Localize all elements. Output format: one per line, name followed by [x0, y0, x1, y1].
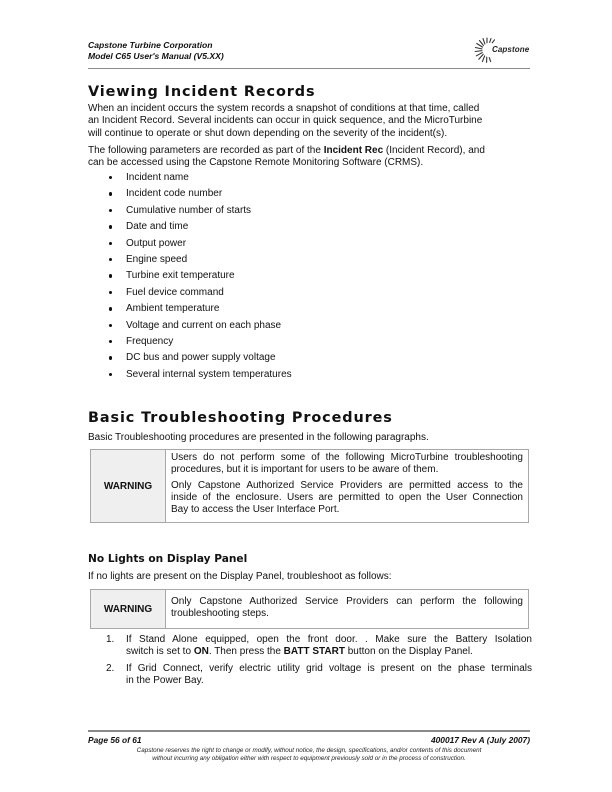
header-company: Capstone Turbine Corporation	[88, 40, 213, 50]
bullet-icon	[109, 307, 112, 310]
parameters-intro-paragraph	[88, 145, 532, 170]
footer-disclaimer	[88, 747, 530, 764]
text-run: switch is set to	[126, 646, 194, 658]
bullet-icon	[109, 291, 112, 294]
section-heading-basic-troubleshooting: Basic Troubleshooting Procedures	[88, 410, 393, 426]
text-run: button on the Display Panel.	[344, 646, 473, 658]
text-line: When an incident occurs the system records a snapshot of conditions at that time, called	[88, 103, 480, 114]
warning-paragraph	[171, 452, 523, 477]
incident-intro-paragraph	[88, 103, 532, 140]
text-line	[126, 646, 532, 658]
text-line: If Grid Connect, verify electric utility grid voltage is present on the phase terminals	[126, 662, 532, 674]
document-revision: 400017 Rev A (July 2007)	[430, 735, 530, 745]
document-page: Capstone Turbine Corporation Model C65 User's Manual (V5.XX) Capstone Viewing Incident Records When an incident occurs the system records a snapshot of conditions at that time, called an Incident Record. Several incidents can occur in quick sequence, and the MicroTurbine will continue to operate or shut down depending on the severity of the incident(s). The following parameters are recorded as part of the Incident Rec (Incident Record), and can be accessed using the Capstone Remote Monitoring Software (CRMS). Incident name Incident code number Cumulative number of starts Date and time Output power Engine speed Turbine exit temperature Fuel device command Ambient temperature Voltage and current on each phase Frequency DC bus and power supply voltage Several internal system temperatures Basic Troubleshooting Procedures Basic Troubleshooting procedures are presented in the following paragraphs. WARNING Users do not perform some of the following MicroTurbine troubleshooting procedures, but it is important for users to be aware of them. Only Capstone Authorized Service Providers are permitted access to the inside of the enclosure. Users are permitted to open the User Connection Bay to access the User Interface Port. No Lights on Display Panel If no lights are present on the Display Panel, troubleshoot as follows: WARNING Only Capstone Authorized Service Providers can perform the following troubleshooting steps. 1. If Stand Alone equipped, open the front door. . Make sure the Battery Isolation switch is set to ON. Then press the BATT START button on the Display Panel. 2. If Grid Connect, verify electric utility grid voltage is present on the phase terminals in the Power Bay. Page 56 of 61 400017 Rev A (July 2007) Capstone reserves the right to change or modify, without notice, the design, specifications, and/or contents of this document without incurring any obligation either with respect to equipment previously sold or in the process of construction.	[0, 0, 612, 792]
text-line: Only Capstone Authorized Service Providers can perform the following	[171, 596, 523, 607]
bullet-icon	[109, 274, 112, 277]
incident-rec-term: Incident Rec	[323, 145, 384, 156]
bullet-icon	[109, 324, 112, 327]
capstone-logo	[474, 36, 536, 64]
troubleshooting-steps-list	[105, 634, 532, 691]
running-header	[88, 40, 224, 61]
text-line: troubleshooting steps.	[171, 608, 269, 620]
header-manual-title: Model C65 User's Manual (V5.XX)	[88, 50, 224, 61]
batt-start-term: BATT START	[283, 646, 345, 658]
bullet-icon	[109, 258, 112, 261]
on-term: ON	[193, 646, 209, 658]
text-run: (Incident Record), and	[383, 145, 485, 156]
text-line	[88, 145, 532, 157]
text-line: without incurring any obligation either with respect to equipment previously sold or in the process of construction.	[152, 755, 466, 763]
bullet-icon	[109, 373, 112, 376]
bullet-icon	[109, 340, 112, 343]
bullet-icon	[109, 176, 112, 179]
numbered-step	[105, 663, 532, 688]
bullet-icon	[109, 242, 112, 245]
bullet-icon	[109, 209, 112, 212]
bullet-icon	[109, 192, 112, 195]
logo-wordmark: Capstone	[492, 45, 530, 54]
step-number: 1.	[106, 634, 115, 645]
warning-text	[166, 450, 528, 522]
text-line: Basic Troubleshooting procedures are presented in the following paragraphs.	[88, 432, 429, 443]
warning-box-access	[90, 449, 529, 523]
text-line: If Stand Alone equipped, open the front door. . Make sure the Battery Isolation	[126, 634, 532, 645]
subsection-heading-no-lights: No Lights on Display Panel	[88, 553, 248, 565]
text-line: Only Capstone Authorized Service Providers are permitted access to the	[171, 479, 523, 491]
header-divider	[88, 68, 530, 69]
text-line: Capstone reserves the right to change or modify, without notice, the design, specifications, and/or contents of this document	[136, 747, 482, 754]
step-number: 2.	[106, 662, 115, 674]
warning-box-authorized	[90, 589, 529, 629]
text-line: will continue to operate or shut down depending on the severity of the incident(s).	[88, 127, 448, 139]
section-heading-viewing-incident-records: Viewing Incident Records	[88, 84, 316, 100]
page-number: Page 56 of 61	[88, 735, 142, 745]
troubleshooting-intro	[88, 432, 532, 444]
numbered-step	[105, 634, 532, 659]
text-line: Users do not perform some of the following MicroTurbine troubleshooting	[171, 452, 523, 463]
warning-label: WARNING	[91, 450, 166, 522]
warning-text	[166, 590, 528, 628]
text-run: The following parameters are recorded as part of the	[88, 145, 324, 156]
warning-paragraph	[171, 480, 523, 517]
text-line: procedures, but it is important for users to be aware of them.	[171, 464, 439, 476]
text-run: . Then press the	[208, 646, 284, 658]
text-line: can be accessed using the Capstone Remote Monitoring Software (CRMS).	[88, 157, 424, 169]
warning-label: WARNING	[91, 590, 166, 628]
text-line: inside of the enclosure. Users are permitted to open the User Connection	[171, 491, 523, 503]
text-line: an Incident Record. Several incidents can occur in quick sequence, and the MicroTurbine	[88, 115, 483, 127]
bullet-icon	[109, 225, 112, 228]
text-line: in the Power Bay.	[126, 674, 204, 686]
text-line: Bay to access the User Interface Port.	[171, 504, 340, 516]
footer-divider	[88, 730, 530, 732]
text-line: If no lights are present on the Display Panel, troubleshoot as follows:	[88, 571, 392, 582]
no-lights-intro	[88, 571, 532, 583]
bullet-icon	[109, 356, 112, 359]
